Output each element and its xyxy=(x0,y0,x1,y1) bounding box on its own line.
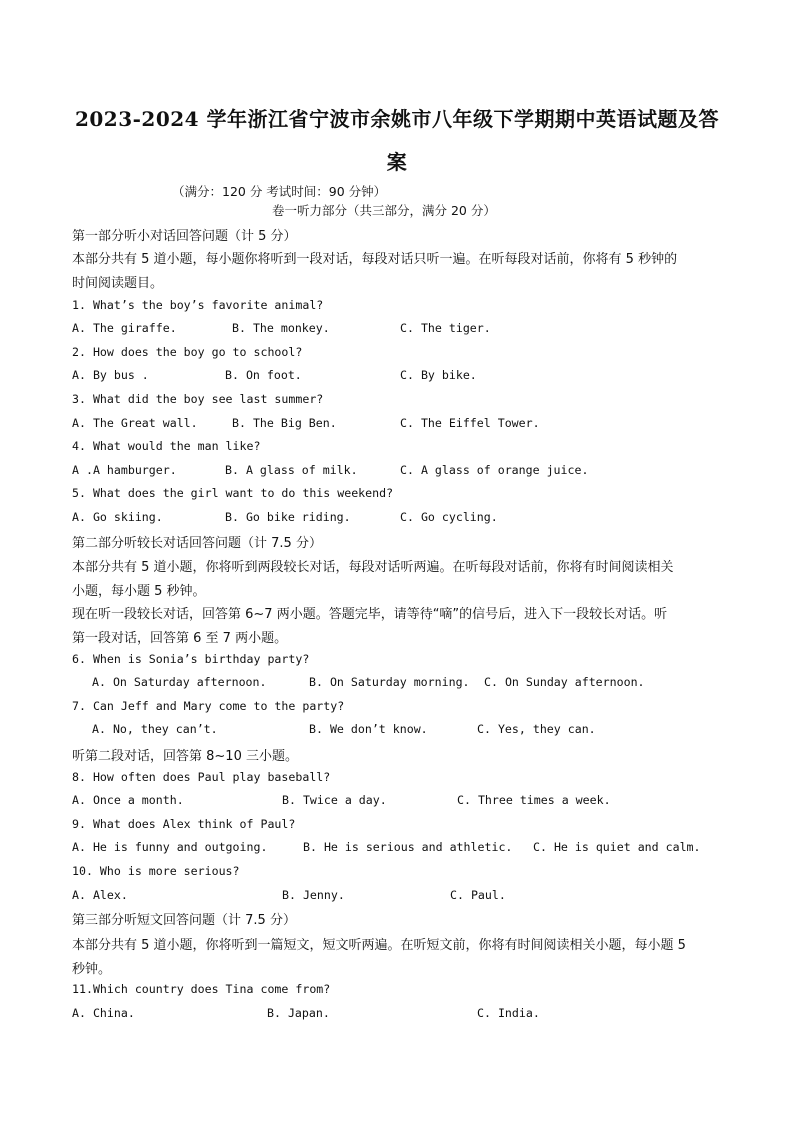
q7-option-c: C. Yes, they can. xyxy=(477,722,596,736)
part2-instructions-3: 现在听一段较长对话，回答第 6~7 两小题。答题完毕，请等待“嘀”的信号后，进入下一段较长对话。听 xyxy=(72,607,668,622)
q10-option-c: C. Paul. xyxy=(450,888,506,902)
part3-heading: 第三部分听短文回答问题（计 7.5 分） xyxy=(72,913,296,928)
q11-option-a: A. China. xyxy=(72,1006,135,1020)
part2-instructions-5: 听第二段对话，回答第 8~10 三小题。 xyxy=(72,749,298,764)
question-6: 6. When is Sonia’s birthday party? xyxy=(72,652,310,666)
q9-option-b: B. He is serious and athletic. xyxy=(303,840,513,854)
q8-option-a: A. Once a month. xyxy=(72,793,184,807)
question-1: 1. What’s the boy’s favorite animal? xyxy=(72,298,324,312)
part1-heading: 第一部分听小对话回答问题（计 5 分） xyxy=(72,229,297,244)
question-8: 8. How often does Paul play baseball? xyxy=(72,770,331,784)
q7-option-a: A. No, they can’t. xyxy=(92,722,218,736)
part2-heading: 第二部分听较长对话回答问题（计 7.5 分） xyxy=(72,536,322,551)
q3-option-b: B. The Big Ben. xyxy=(232,416,337,430)
question-3: 3. What did the boy see last summer? xyxy=(72,392,324,406)
q2-option-a: A. By bus . xyxy=(72,368,149,382)
part3-instructions-2: 秒钟。 xyxy=(72,962,112,977)
q2-option-c: C. By bike. xyxy=(400,368,477,382)
q6-option-b: B. On Saturday morning. xyxy=(309,675,470,689)
part1-instructions-1: 本部分共有 5 道小题，每小题你将听到一段对话，每段对话只听一遍。在听每段对话前，你将有 5 秒钟的 xyxy=(72,252,678,267)
q4-option-a: A .A hamburger. xyxy=(72,463,177,477)
q1-option-b: B. The monkey. xyxy=(232,321,330,335)
q8-option-c: C. Three times a week. xyxy=(457,793,611,807)
question-2: 2. How does the boy go to school? xyxy=(72,345,303,359)
listening-section-header: 卷一听力部分（共三部分，满分 20 分） xyxy=(272,203,496,218)
q7-option-b: B. We don’t know. xyxy=(309,722,428,736)
q4-option-c: C. A glass of orange juice. xyxy=(400,463,589,477)
q11-option-b: B. Japan. xyxy=(267,1006,330,1020)
q9-option-a: A. He is funny and outgoing. xyxy=(72,840,268,854)
question-11: 11.Which country does Tina come from? xyxy=(72,982,331,996)
q2-option-b: B. On foot. xyxy=(225,368,302,382)
question-9: 9. What does Alex think of Paul? xyxy=(72,817,296,831)
q1-option-a: A. The giraffe. xyxy=(72,321,177,335)
score-time-note: （满分：120 分 考试时间：90 分钟） xyxy=(172,184,387,199)
q10-option-a: A. Alex. xyxy=(72,888,128,902)
q5-option-a: A. Go skiing. xyxy=(72,510,163,524)
q5-option-c: C. Go cycling. xyxy=(400,510,498,524)
part3-instructions-1: 本部分共有 5 道小题，你将听到一篇短文，短文听两遍。在听短文前，你将有时间阅读相关小题，每小题 5 xyxy=(72,938,686,953)
question-10: 10. Who is more serious? xyxy=(72,864,240,878)
question-4: 4. What would the man like? xyxy=(72,439,261,453)
q6-option-a: A. On Saturday afternoon. xyxy=(92,675,267,689)
q4-option-b: B. A glass of milk. xyxy=(225,463,358,477)
part2-instructions-2: 小题，每小题 5 秒钟。 xyxy=(72,584,206,599)
q6-option-c: C. On Sunday afternoon. xyxy=(484,675,645,689)
part2-instructions-4: 第一段对话，回答第 6 至 7 两小题。 xyxy=(72,631,288,646)
part1-instructions-2: 时间阅读题目。 xyxy=(72,276,164,291)
question-7: 7. Can Jeff and Mary come to the party? xyxy=(72,699,345,713)
q11-option-c: C. India. xyxy=(477,1006,540,1020)
q5-option-b: B. Go bike riding. xyxy=(225,510,351,524)
q3-option-c: C. The Eiffel Tower. xyxy=(400,416,540,430)
question-5: 5. What does the girl want to do this weekend? xyxy=(72,486,394,500)
q1-option-c: C. The tiger. xyxy=(400,321,491,335)
exam-title-line2: 案 xyxy=(386,150,408,174)
q3-option-a: A. The Great wall. xyxy=(72,416,198,430)
part2-instructions-1: 本部分共有 5 道小题，你将听到两段较长对话，每段对话听两遍。在听每段对话前，你将有时间阅读相关 xyxy=(72,560,674,575)
q8-option-b: B. Twice a day. xyxy=(282,793,387,807)
q10-option-b: B. Jenny. xyxy=(282,888,345,902)
exam-title-line1: 2023-2024 学年浙江省宁波市余姚市八年级下学期期中英语试题及答 xyxy=(74,107,720,131)
q9-option-c: C. He is quiet and calm. xyxy=(533,840,701,854)
